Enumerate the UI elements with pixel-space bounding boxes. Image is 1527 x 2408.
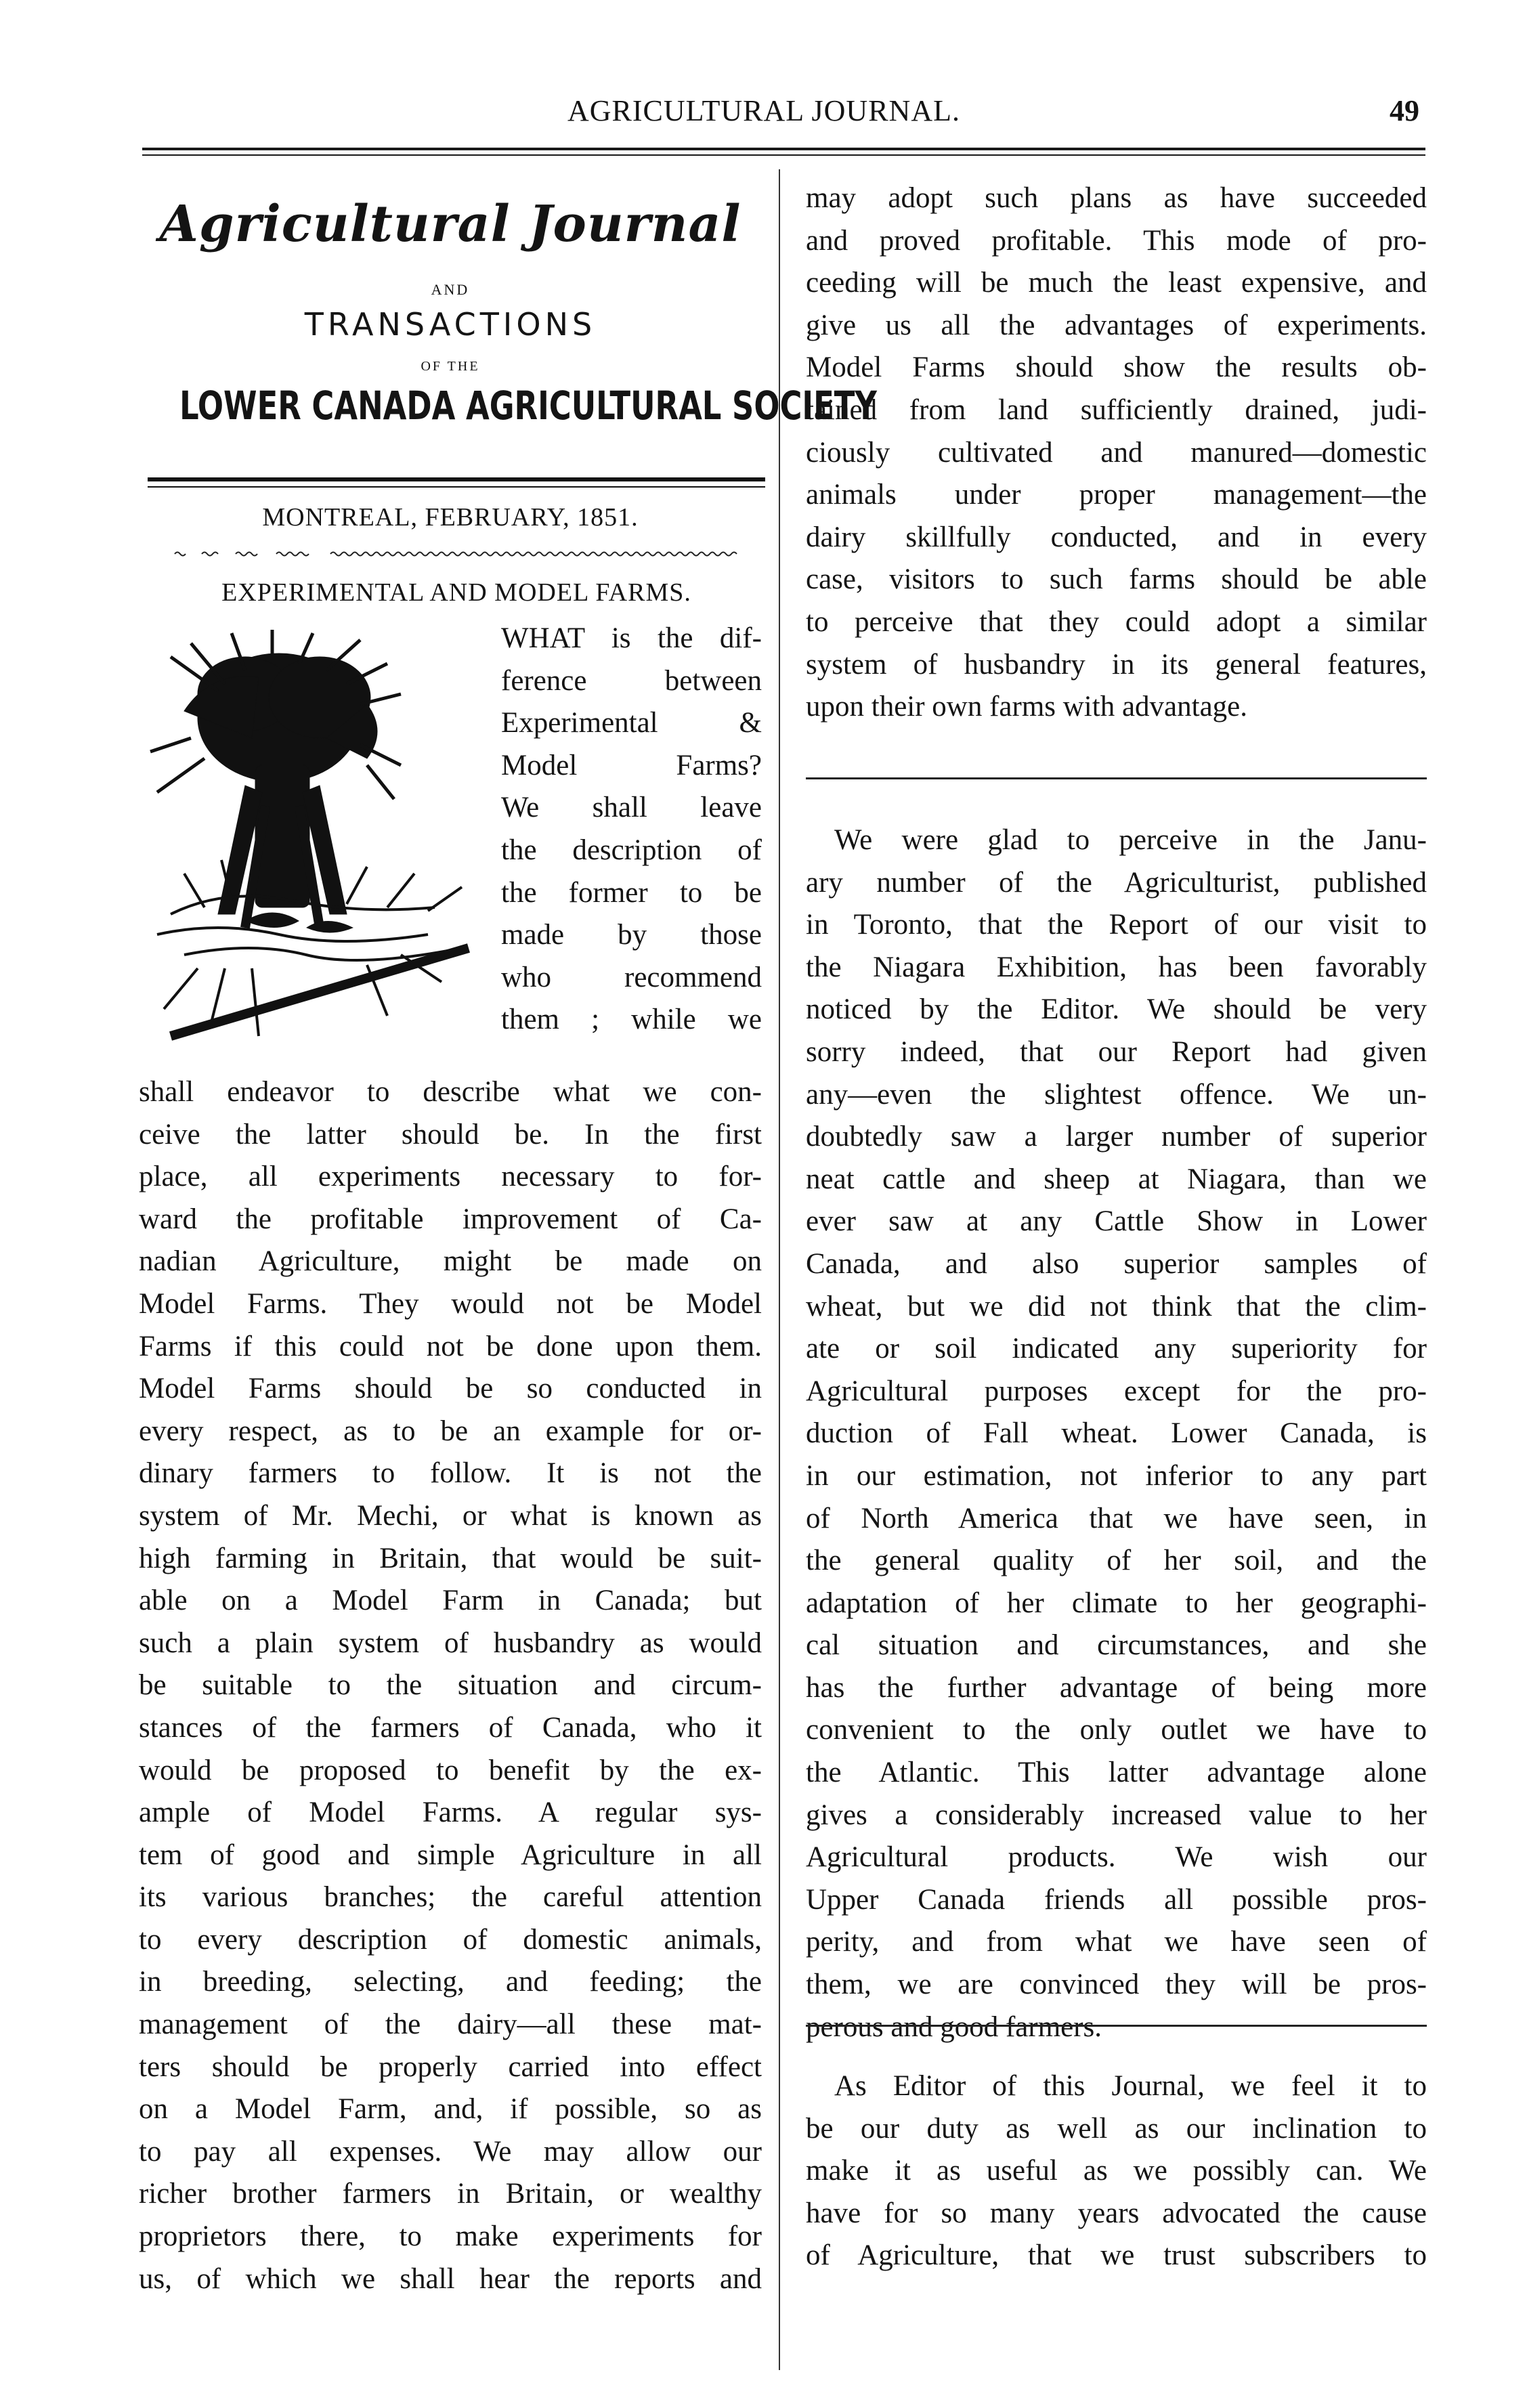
niagara-paragraph — [806, 819, 1427, 2048]
masthead-transactions: TRANSACTIONS — [304, 306, 597, 343]
article-body — [139, 1071, 762, 2300]
intro-line: Experimental & — [501, 707, 762, 739]
body-line: upon their own farms with advantage. — [806, 691, 1247, 723]
body-line: cal situation and circumstances, and she — [806, 1629, 1427, 1662]
body-line: place, all experiments necessary to for- — [139, 1161, 762, 1193]
body-line: the general quality of her soil, and the — [806, 1545, 1427, 1577]
body-line: and proved profitable. This mode of pro- — [806, 224, 1427, 257]
body-line: ward the profitable improvement of Ca- — [139, 1203, 762, 1235]
body-line: perity, and from what we have seen of — [806, 1926, 1427, 1958]
body-line: have for so many years advocated the cause — [806, 2197, 1427, 2229]
body-line: on a Model Farm, and, if possible, so as — [139, 2093, 762, 2126]
body-line: has the further advantage of being more — [806, 1671, 1427, 1704]
body-line: Model Farms. They would not be Model — [139, 1287, 762, 1320]
body-line: neat cattle and sheep at Niagara, than we — [806, 1163, 1427, 1195]
body-line: dairy skillfully conducted, and in every — [806, 521, 1427, 553]
intro-line: them ; while we — [501, 1004, 762, 1036]
dateline: MONTREAL, FEBRUARY, 1851. — [262, 503, 639, 532]
wheat-sheaf-illustration — [144, 630, 496, 1063]
editor-note — [806, 2065, 1427, 2277]
body-line: Agricultural purposes except for the pro- — [806, 1375, 1427, 1407]
body-line: perous and good farmers. — [806, 2011, 1102, 2043]
body-line: management of the dairy—all these mat- — [139, 2008, 762, 2041]
intro-line: the description of — [501, 834, 762, 866]
body-line: doubtedly saw a larger number of superior — [806, 1121, 1427, 1153]
body-line: stances of the farmers of Canada, who it — [139, 1711, 762, 1744]
body-line: the Niagara Exhibition, has been favorably — [806, 951, 1427, 983]
body-line: Model Farms should be so conducted in — [139, 1373, 762, 1405]
article-continuation — [806, 177, 1427, 729]
body-line: richer brother farmers in Britain, or wealthy — [139, 2178, 762, 2210]
body-line: the Atlantic. This latter advantage alone — [806, 1757, 1427, 1789]
body-line: ate or soil indicated any superiority for — [806, 1333, 1427, 1365]
body-line: tained from land sufficiently drained, judi- — [806, 393, 1427, 426]
body-line: to perceive that they could adopt a similar — [806, 605, 1427, 638]
body-line: noticed by the Editor. We should be very — [806, 993, 1427, 1026]
body-line: As Editor of this Journal, we feel it to — [834, 2070, 1427, 2102]
running-head — [0, 93, 1527, 134]
section-rule — [806, 777, 1427, 779]
page-number: 49 — [1390, 94, 1419, 127]
masthead-rule — [148, 477, 765, 481]
body-line: ciously cultivated and manured—domestic — [806, 436, 1427, 469]
body-line: of North America that we have seen, in — [806, 1502, 1427, 1534]
body-line: to pay all expenses. We may allow our — [139, 2135, 762, 2168]
body-line: every respect, as to be an example for or- — [139, 1415, 762, 1447]
body-line: may adopt such plans as have succeeded — [806, 182, 1427, 214]
body-line: duction of Fall wheat. Lower Canada, is — [806, 1417, 1427, 1450]
body-line: give us all the advantages of experiments. — [806, 309, 1427, 341]
body-line: be our duty as well as our inclination to — [806, 2112, 1427, 2145]
masthead-society: LOWER CANADA AGRICULTURAL SOCIETY — [179, 383, 877, 429]
body-line: convenient to the only outlet we have to — [806, 1714, 1427, 1746]
body-line: dinary farmers to follow. It is not the — [139, 1457, 762, 1490]
body-line: sorry indeed, that our Report had given — [806, 1035, 1427, 1068]
masthead-of-the: OF THE — [421, 359, 480, 374]
body-line: any—even the slightest offence. We un- — [806, 1078, 1427, 1111]
body-line: of Agriculture, that we trust subscribers to — [806, 2239, 1427, 2272]
body-line: Agricultural products. We wish our — [806, 1841, 1427, 1874]
body-line: ever saw at any Cattle Show in Lower — [806, 1205, 1427, 1238]
body-line: shall endeavor to describe what we con- — [139, 1076, 762, 1108]
body-line: nadian Agriculture, might be made on — [139, 1245, 762, 1278]
body-line: ceive the latter should be. In the first — [139, 1118, 762, 1151]
intro-line: ference between — [501, 664, 762, 697]
intro-line: We shall leave — [501, 792, 762, 824]
body-line: case, visitors to such farms should be able — [806, 563, 1427, 596]
body-line: wheat, but we did not think that the clim- — [806, 1290, 1427, 1323]
body-line: be suitable to the situation and circum- — [139, 1669, 762, 1702]
body-line: such a plain system of husbandry as would — [139, 1627, 762, 1659]
intro-line: Model Farms? — [501, 749, 762, 781]
body-line: system of Mr. Mechi, or what is known as — [139, 1499, 762, 1532]
body-line: to every description of domestic animals, — [139, 1923, 762, 1956]
body-line: would be proposed to benefit by the ex- — [139, 1754, 762, 1786]
body-line: Model Farms should show the results ob- — [806, 351, 1427, 384]
body-line: able on a Model Farm in Canada; but — [139, 1585, 762, 1617]
body-line: ary number of the Agriculturist, published — [806, 866, 1427, 899]
body-line: tem of good and simple Agriculture in all — [139, 1839, 762, 1871]
body-line: them, we are convinced they will be pros- — [806, 1969, 1427, 2001]
body-line: proprietors there, to make experiments for — [139, 2220, 762, 2253]
intro-line: WHAT is the dif- — [501, 622, 762, 654]
section-rule — [806, 2025, 1427, 2027]
header-rule-thin — [142, 154, 1425, 156]
header-rule — [142, 148, 1425, 150]
body-line: us, of which we shall hear the reports and — [139, 2262, 762, 2295]
body-line: ample of Model Farms. A regular sys- — [139, 1797, 762, 1829]
body-line: ters should be properly carried into effect — [139, 2050, 762, 2083]
body-line: Farms if this could not be done upon them. — [139, 1330, 762, 1362]
masthead-rule-thin — [148, 486, 765, 488]
intro-line: made by those — [501, 919, 762, 951]
article-heading: EXPERIMENTAL AND MODEL FARMS. — [221, 578, 691, 607]
body-line: ceeding will be much the least expensive, and — [806, 267, 1427, 299]
intro-line: who recommend — [501, 961, 762, 993]
article-intro-wrap — [501, 618, 762, 1041]
column-divider — [779, 169, 780, 2370]
body-line: its various branches; the careful attention — [139, 1881, 762, 1914]
body-line: gives a considerably increased value to her — [806, 1799, 1427, 1831]
body-line: in Toronto, that the Report of our visit to — [806, 909, 1427, 941]
intro-line: the former to be — [501, 876, 762, 909]
body-line: We were glad to perceive in the Janu- — [834, 824, 1427, 856]
masthead-title: Agricultural Journal — [159, 195, 741, 253]
body-line: Canada, and also superior samples of — [806, 1247, 1427, 1280]
body-line: high farming in Britain, that would be suit- — [139, 1542, 762, 1574]
body-line: in our estimation, not inferior to any part — [806, 1459, 1427, 1492]
body-line: system of husbandry in its general features, — [806, 648, 1427, 681]
body-line: in breeding, selecting, and feeding; the — [139, 1966, 762, 1998]
body-line: Upper Canada friends all possible pros- — [806, 1883, 1427, 1916]
body-line: adaptation of her climate to her geographi- — [806, 1587, 1427, 1619]
masthead-and: AND — [431, 281, 470, 298]
running-title: AGRICULTURAL JOURNAL. — [567, 94, 960, 127]
body-line: animals under proper management—the — [806, 479, 1427, 511]
wavy-divider — [148, 549, 765, 559]
body-line: make it as useful as we possibly can. We — [806, 2155, 1427, 2187]
